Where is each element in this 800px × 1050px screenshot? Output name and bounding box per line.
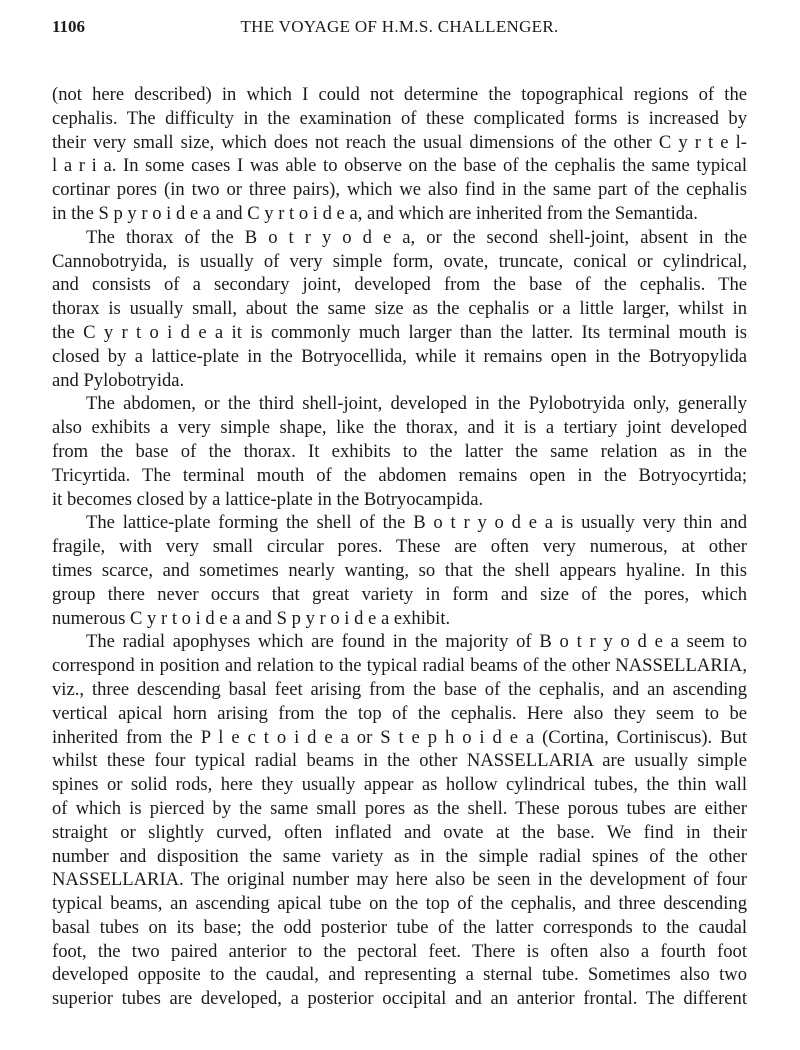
text-line: in the S p y r o i d e a and C y r t o i d e a, and which are inherited from the Semantida. xyxy=(52,202,698,224)
text-line: typical beams, an ascending apical tube on the top of the cephalis, and three descending xyxy=(52,893,747,915)
text-line: The thorax of the B o t r y o d e a, or the second shell-joint, absent in the xyxy=(86,226,747,248)
text-line: numerous C y r t o i d e a and S p y r o i d e a exhibit. xyxy=(52,607,451,629)
text-line: inherited from the P l e c t o i d e a or S t e p h o i d e a (Cortina, Cortiniscus). But xyxy=(52,726,747,748)
text-line: spines or solid rods, here they usually appear as hollow cylindrical tubes, the thin wall xyxy=(52,774,747,796)
text-line: The lattice-plate forming the shell of the B o t r y o d e a is usually very thin and xyxy=(86,512,747,534)
text-line: The abdomen, or the third shell-joint, developed in the Pylobotryida only, generally xyxy=(86,393,747,415)
text-line: fragile, with very small circular pores. These are often very numerous, at other xyxy=(52,536,747,558)
text-line: number and disposition the same variety as in the simple radial spines of the other xyxy=(52,845,747,867)
paragraph xyxy=(52,630,747,1011)
text-line: (not here described) in which I could not determine the topographical regions of the xyxy=(52,84,747,105)
text-line: Cannobotryida, is usually of very simple form, ovate, truncate, conical or cylindrical, xyxy=(52,250,747,272)
paragraph xyxy=(52,83,747,226)
text-line: of which is pierced by the same small pores as the shell. These porous tubes are either xyxy=(52,797,747,819)
text-line: and Pylobotryida. xyxy=(52,369,185,391)
text-line: cephalis. The difficulty in the examination of these complicated forms is increased by xyxy=(52,107,747,129)
text-line: from the base of the thorax. It exhibits to the latter the same relation as in the xyxy=(52,440,747,462)
text-line: superior tubes are developed, a posterior occipital and an anterior frontal. The different xyxy=(52,988,747,1010)
text-line: basal tubes on its base; the odd posterior tube of the latter corresponds to the caudal xyxy=(52,916,747,938)
text-line: it becomes closed by a lattice-plate in the Botryocampida. xyxy=(52,488,484,510)
text-line: straight or slightly curved, often inflated and ovate at the base. We find in their xyxy=(52,821,747,843)
page-number: 1106 xyxy=(52,17,86,36)
text-line: cortinar pores (in two or three pairs), which we also find in the same part of the cephalis xyxy=(52,179,747,201)
text-line: the C y r t o i d e a it is commonly much larger than the latter. Its terminal mouth is xyxy=(52,321,747,343)
text-line: foot, the two paired anterior to the pectoral feet. There is often also a fourth foot xyxy=(52,940,747,962)
text-line: and consists of a secondary joint, developed from the base of the cephalis. The xyxy=(52,274,747,296)
paragraph xyxy=(52,511,747,630)
text-line: The radial apophyses which are found in the majority of B o t r y o d e a seem to xyxy=(86,631,747,653)
text-line: also exhibits a very simple shape, like the thorax, and it is a tertiary joint developed xyxy=(52,417,747,439)
text-line: whilst these four typical radial beams in the other NASSELLARIA are usually simple xyxy=(52,750,747,772)
text-line: Tricyrtida. The terminal mouth of the abdomen remains open in the Botryocyrtida; xyxy=(52,464,747,486)
text-line: thorax is usually small, about the same size as the cephalis or a little larger, whilst in xyxy=(52,298,747,320)
text-line: correspond in position and relation to the typical radial beams of the other NASSELLARIA, xyxy=(52,655,747,677)
text-line: l a r i a. In some cases I was able to observe on the base of the cephalis the same typical xyxy=(52,155,747,177)
body-text xyxy=(52,83,747,1011)
text-line: group there never occurs that great variety in form and size of the pores, which xyxy=(52,583,747,605)
text-line: developed opposite to the caudal, and representing a sternal tube. Sometimes also two xyxy=(52,964,747,986)
text-line: NASSELLARIA. The original number may here also be seen in the development of four xyxy=(52,869,747,891)
text-line: their very small size, which does not reach the usual dimensions of the other C y r t e l- xyxy=(52,131,747,153)
paragraph xyxy=(52,226,747,393)
page-header xyxy=(52,17,747,41)
paragraph xyxy=(52,392,747,511)
text-line: times scarce, and sometimes nearly wanting, so that the shell appears hyaline. In this xyxy=(52,559,747,581)
text-line: viz., three descending basal feet arising from the base of the cephalis, and an ascending xyxy=(52,678,747,700)
text-line: vertical apical horn arising from the top of the cephalis. Here also they seem to be xyxy=(52,702,747,724)
running-title: THE VOYAGE OF H.M.S. CHALLENGER. xyxy=(240,17,559,36)
text-line: closed by a lattice-plate in the Botryocellida, while it remains open in the Botryopylida xyxy=(52,345,747,367)
